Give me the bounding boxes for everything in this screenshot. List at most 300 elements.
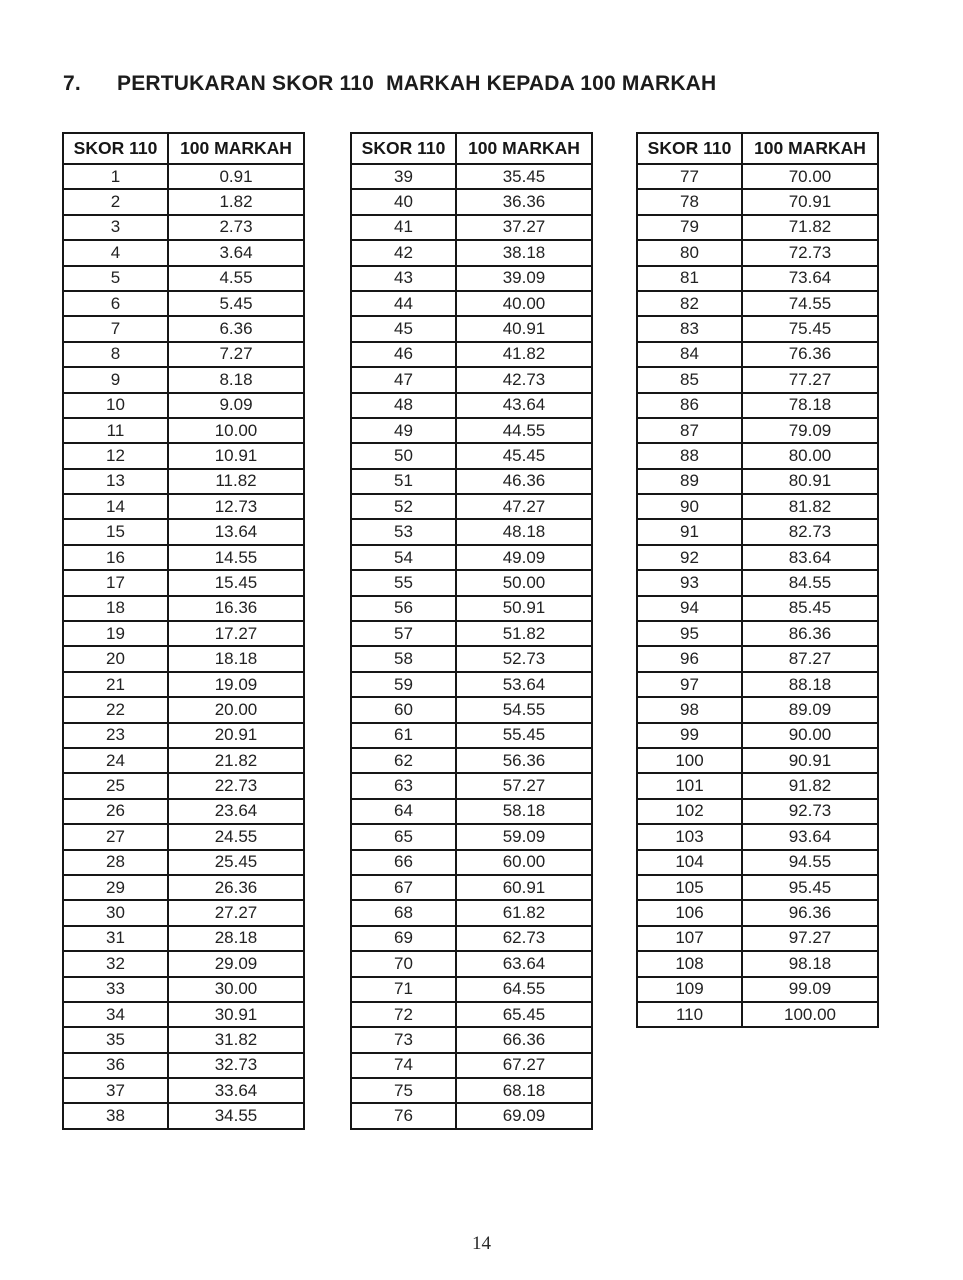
table-row xyxy=(351,469,592,494)
skor-110-cell: 102 xyxy=(637,799,742,824)
skor-110-cell: 71 xyxy=(351,977,456,1002)
table-row xyxy=(63,469,304,494)
table-row xyxy=(637,951,878,976)
skor-110-cell: 66 xyxy=(351,850,456,875)
table-row xyxy=(63,291,304,316)
skor-110-cell: 77 xyxy=(637,164,742,189)
markah-100-cell: 95.45 xyxy=(742,875,878,900)
markah-100-cell: 35.45 xyxy=(456,164,592,189)
column-header-100-markah: 100 MARKAH xyxy=(456,133,592,164)
skor-110-cell: 101 xyxy=(637,773,742,798)
table-row xyxy=(63,646,304,671)
skor-110-cell: 30 xyxy=(63,900,168,925)
skor-110-cell: 48 xyxy=(351,393,456,418)
markah-100-cell: 11.82 xyxy=(168,469,304,494)
markah-100-cell: 100.00 xyxy=(742,1002,878,1027)
markah-100-cell: 22.73 xyxy=(168,773,304,798)
skor-110-cell: 106 xyxy=(637,900,742,925)
table-row xyxy=(351,189,592,214)
table-row xyxy=(63,519,304,544)
markah-100-cell: 47.27 xyxy=(456,494,592,519)
table-row xyxy=(351,824,592,849)
table-row xyxy=(63,900,304,925)
table-row xyxy=(351,1002,592,1027)
markah-100-cell: 57.27 xyxy=(456,773,592,798)
table-row xyxy=(637,672,878,697)
page-number: 14 xyxy=(472,1233,491,1254)
page-title: PERTUKARAN SKOR 110 MARKAH KEPADA 100 MARKAH xyxy=(117,72,717,95)
skor-110-cell: 10 xyxy=(63,393,168,418)
section-number: 7. xyxy=(63,72,81,95)
skor-110-cell: 100 xyxy=(637,748,742,773)
skor-110-cell: 50 xyxy=(351,443,456,468)
table-row xyxy=(351,316,592,341)
markah-100-cell: 70.91 xyxy=(742,189,878,214)
table-row xyxy=(351,570,592,595)
table-row xyxy=(351,900,592,925)
skor-110-cell: 73 xyxy=(351,1027,456,1052)
markah-100-cell: 40.91 xyxy=(456,316,592,341)
table-row xyxy=(637,850,878,875)
table-row xyxy=(63,215,304,240)
table-row xyxy=(637,240,878,265)
markah-100-cell: 80.00 xyxy=(742,443,878,468)
skor-110-cell: 25 xyxy=(63,773,168,798)
table-row xyxy=(637,570,878,595)
skor-110-cell: 26 xyxy=(63,799,168,824)
table-row xyxy=(351,367,592,392)
markah-100-cell: 69.09 xyxy=(456,1103,592,1128)
skor-110-cell: 1 xyxy=(63,164,168,189)
table-row xyxy=(637,316,878,341)
skor-110-cell: 13 xyxy=(63,469,168,494)
markah-100-cell: 73.64 xyxy=(742,266,878,291)
skor-110-cell: 88 xyxy=(637,443,742,468)
markah-100-cell: 72.73 xyxy=(742,240,878,265)
table-row xyxy=(63,951,304,976)
markah-100-cell: 44.55 xyxy=(456,418,592,443)
column-header-100-markah: 100 MARKAH xyxy=(168,133,304,164)
markah-100-cell: 60.00 xyxy=(456,850,592,875)
table-row xyxy=(637,723,878,748)
markah-100-cell: 90.91 xyxy=(742,748,878,773)
table-row xyxy=(63,1002,304,1027)
markah-100-cell: 12.73 xyxy=(168,494,304,519)
markah-100-cell: 83.64 xyxy=(742,545,878,570)
table-row xyxy=(637,291,878,316)
table-row xyxy=(637,977,878,1002)
table-row xyxy=(351,1078,592,1103)
skor-110-cell: 6 xyxy=(63,291,168,316)
markah-100-cell: 48.18 xyxy=(456,519,592,544)
table-row xyxy=(351,215,592,240)
column-header-skor-110: SKOR 110 xyxy=(637,133,742,164)
table-row xyxy=(351,951,592,976)
table-row xyxy=(637,773,878,798)
skor-110-cell: 64 xyxy=(351,799,456,824)
markah-100-cell: 4.55 xyxy=(168,266,304,291)
table-row xyxy=(351,875,592,900)
markah-100-cell: 23.64 xyxy=(168,799,304,824)
skor-110-cell: 86 xyxy=(637,393,742,418)
markah-100-cell: 25.45 xyxy=(168,850,304,875)
skor-110-cell: 38 xyxy=(63,1103,168,1128)
table-row xyxy=(351,799,592,824)
table-row xyxy=(351,240,592,265)
skor-110-cell: 40 xyxy=(351,189,456,214)
markah-100-cell: 10.91 xyxy=(168,443,304,468)
markah-100-cell: 70.00 xyxy=(742,164,878,189)
markah-100-cell: 94.55 xyxy=(742,850,878,875)
markah-100-cell: 40.00 xyxy=(456,291,592,316)
table-row xyxy=(63,748,304,773)
skor-110-cell: 29 xyxy=(63,875,168,900)
markah-100-cell: 65.45 xyxy=(456,1002,592,1027)
column-header-skor-110: SKOR 110 xyxy=(351,133,456,164)
markah-100-cell: 16.36 xyxy=(168,596,304,621)
markah-100-cell: 32.73 xyxy=(168,1053,304,1078)
skor-110-cell: 61 xyxy=(351,723,456,748)
skor-110-cell: 94 xyxy=(637,596,742,621)
markah-100-cell: 49.09 xyxy=(456,545,592,570)
table-row xyxy=(637,926,878,951)
markah-100-cell: 10.00 xyxy=(168,418,304,443)
skor-110-cell: 68 xyxy=(351,900,456,925)
skor-110-cell: 2 xyxy=(63,189,168,214)
markah-100-cell: 51.82 xyxy=(456,621,592,646)
skor-110-cell: 23 xyxy=(63,723,168,748)
skor-110-cell: 104 xyxy=(637,850,742,875)
skor-110-cell: 16 xyxy=(63,545,168,570)
markah-100-cell: 36.36 xyxy=(456,189,592,214)
table-row xyxy=(63,621,304,646)
table-row xyxy=(637,824,878,849)
markah-100-cell: 85.45 xyxy=(742,596,878,621)
skor-110-cell: 95 xyxy=(637,621,742,646)
markah-100-cell: 68.18 xyxy=(456,1078,592,1103)
section-heading xyxy=(63,72,716,96)
skor-110-cell: 21 xyxy=(63,672,168,697)
skor-110-cell: 8 xyxy=(63,342,168,367)
markah-100-cell: 84.55 xyxy=(742,570,878,595)
table-row xyxy=(351,850,592,875)
table-row xyxy=(63,926,304,951)
skor-110-cell: 24 xyxy=(63,748,168,773)
table-row xyxy=(637,393,878,418)
table-row xyxy=(351,1103,592,1128)
table-row xyxy=(351,1027,592,1052)
skor-110-cell: 49 xyxy=(351,418,456,443)
markah-100-cell: 30.91 xyxy=(168,1002,304,1027)
markah-100-cell: 45.45 xyxy=(456,443,592,468)
table-row xyxy=(351,697,592,722)
table-row xyxy=(351,494,592,519)
table-row xyxy=(637,799,878,824)
skor-110-cell: 54 xyxy=(351,545,456,570)
table-row xyxy=(63,494,304,519)
markah-100-cell: 52.73 xyxy=(456,646,592,671)
skor-110-cell: 43 xyxy=(351,266,456,291)
skor-110-cell: 31 xyxy=(63,926,168,951)
markah-100-cell: 80.91 xyxy=(742,469,878,494)
table-row xyxy=(351,418,592,443)
table-row xyxy=(63,164,304,189)
skor-110-cell: 60 xyxy=(351,697,456,722)
table-row xyxy=(351,342,592,367)
table-row xyxy=(637,900,878,925)
table-row xyxy=(63,875,304,900)
skor-110-cell: 84 xyxy=(637,342,742,367)
markah-100-cell: 1.82 xyxy=(168,189,304,214)
markah-100-cell: 24.55 xyxy=(168,824,304,849)
skor-110-cell: 108 xyxy=(637,951,742,976)
table-row xyxy=(63,393,304,418)
skor-110-cell: 103 xyxy=(637,824,742,849)
skor-110-cell: 17 xyxy=(63,570,168,595)
column-header-100-markah: 100 MARKAH xyxy=(742,133,878,164)
skor-110-cell: 91 xyxy=(637,519,742,544)
skor-110-cell: 85 xyxy=(637,367,742,392)
table-row xyxy=(63,596,304,621)
table-row xyxy=(63,189,304,214)
table-row xyxy=(637,621,878,646)
skor-110-cell: 4 xyxy=(63,240,168,265)
skor-110-cell: 78 xyxy=(637,189,742,214)
skor-110-cell: 59 xyxy=(351,672,456,697)
skor-110-cell: 53 xyxy=(351,519,456,544)
skor-110-cell: 7 xyxy=(63,316,168,341)
table-row xyxy=(351,646,592,671)
table-row xyxy=(63,342,304,367)
table-row xyxy=(637,646,878,671)
skor-110-cell: 28 xyxy=(63,850,168,875)
markah-100-cell: 98.18 xyxy=(742,951,878,976)
skor-110-cell: 5 xyxy=(63,266,168,291)
skor-110-cell: 63 xyxy=(351,773,456,798)
table-row xyxy=(351,672,592,697)
skor-110-cell: 109 xyxy=(637,977,742,1002)
markah-100-cell: 78.18 xyxy=(742,393,878,418)
markah-100-cell: 99.09 xyxy=(742,977,878,1002)
markah-100-cell: 96.36 xyxy=(742,900,878,925)
skor-110-cell: 55 xyxy=(351,570,456,595)
markah-100-cell: 58.18 xyxy=(456,799,592,824)
skor-110-cell: 19 xyxy=(63,621,168,646)
table-row xyxy=(637,748,878,773)
markah-100-cell: 87.27 xyxy=(742,646,878,671)
table-row xyxy=(351,596,592,621)
skor-110-cell: 67 xyxy=(351,875,456,900)
skor-110-cell: 14 xyxy=(63,494,168,519)
header-row xyxy=(351,133,592,164)
skor-110-cell: 83 xyxy=(637,316,742,341)
table-row xyxy=(63,570,304,595)
table-row xyxy=(637,266,878,291)
skor-110-cell: 36 xyxy=(63,1053,168,1078)
markah-100-cell: 77.27 xyxy=(742,367,878,392)
table-row xyxy=(637,469,878,494)
table-row xyxy=(351,443,592,468)
markah-100-cell: 88.18 xyxy=(742,672,878,697)
skor-110-cell: 98 xyxy=(637,697,742,722)
table-row xyxy=(63,850,304,875)
table-row xyxy=(637,1002,878,1027)
markah-100-cell: 39.09 xyxy=(456,266,592,291)
markah-100-cell: 26.36 xyxy=(168,875,304,900)
skor-110-cell: 92 xyxy=(637,545,742,570)
skor-110-cell: 41 xyxy=(351,215,456,240)
markah-100-cell: 30.00 xyxy=(168,977,304,1002)
table-row xyxy=(63,977,304,1002)
markah-100-cell: 8.18 xyxy=(168,367,304,392)
markah-100-cell: 34.55 xyxy=(168,1103,304,1128)
skor-110-cell: 74 xyxy=(351,1053,456,1078)
skor-110-cell: 32 xyxy=(63,951,168,976)
markah-100-cell: 17.27 xyxy=(168,621,304,646)
table-row xyxy=(63,1078,304,1103)
markah-100-cell: 59.09 xyxy=(456,824,592,849)
markah-100-cell: 63.64 xyxy=(456,951,592,976)
table-row xyxy=(351,773,592,798)
markah-100-cell: 43.64 xyxy=(456,393,592,418)
skor-110-cell: 3 xyxy=(63,215,168,240)
table-row xyxy=(351,291,592,316)
markah-100-cell: 50.91 xyxy=(456,596,592,621)
table-row xyxy=(63,723,304,748)
skor-110-cell: 20 xyxy=(63,646,168,671)
table-row xyxy=(351,519,592,544)
table-row xyxy=(637,164,878,189)
table-row xyxy=(351,1053,592,1078)
table-row xyxy=(351,748,592,773)
skor-110-cell: 46 xyxy=(351,342,456,367)
skor-110-cell: 107 xyxy=(637,926,742,951)
markah-100-cell: 14.55 xyxy=(168,545,304,570)
table-row xyxy=(637,215,878,240)
markah-100-cell: 53.64 xyxy=(456,672,592,697)
table-row xyxy=(63,367,304,392)
markah-100-cell: 28.18 xyxy=(168,926,304,951)
markah-100-cell: 66.36 xyxy=(456,1027,592,1052)
skor-110-cell: 81 xyxy=(637,266,742,291)
markah-100-cell: 20.00 xyxy=(168,697,304,722)
markah-100-cell: 33.64 xyxy=(168,1078,304,1103)
markah-100-cell: 19.09 xyxy=(168,672,304,697)
skor-110-cell: 62 xyxy=(351,748,456,773)
table-row xyxy=(351,393,592,418)
table-row xyxy=(63,545,304,570)
table-row xyxy=(63,672,304,697)
skor-110-cell: 35 xyxy=(63,1027,168,1052)
markah-100-cell: 64.55 xyxy=(456,977,592,1002)
skor-110-cell: 39 xyxy=(351,164,456,189)
table-row xyxy=(637,367,878,392)
markah-100-cell: 15.45 xyxy=(168,570,304,595)
markah-100-cell: 9.09 xyxy=(168,393,304,418)
conversion-table-3 xyxy=(636,132,879,1028)
skor-110-cell: 99 xyxy=(637,723,742,748)
markah-100-cell: 55.45 xyxy=(456,723,592,748)
skor-110-cell: 37 xyxy=(63,1078,168,1103)
table-row xyxy=(637,519,878,544)
markah-100-cell: 29.09 xyxy=(168,951,304,976)
markah-100-cell: 18.18 xyxy=(168,646,304,671)
skor-110-cell: 42 xyxy=(351,240,456,265)
conversion-table-1 xyxy=(62,132,305,1130)
skor-110-cell: 44 xyxy=(351,291,456,316)
markah-100-cell: 56.36 xyxy=(456,748,592,773)
markah-100-cell: 3.64 xyxy=(168,240,304,265)
markah-100-cell: 20.91 xyxy=(168,723,304,748)
markah-100-cell: 38.18 xyxy=(456,240,592,265)
table-row xyxy=(63,316,304,341)
table-row xyxy=(351,164,592,189)
table-row xyxy=(637,697,878,722)
table-row xyxy=(637,875,878,900)
skor-110-cell: 93 xyxy=(637,570,742,595)
table-row xyxy=(637,443,878,468)
table-row xyxy=(63,1027,304,1052)
skor-110-cell: 97 xyxy=(637,672,742,697)
table-row xyxy=(351,723,592,748)
table-row xyxy=(63,1053,304,1078)
markah-100-cell: 21.82 xyxy=(168,748,304,773)
markah-100-cell: 50.00 xyxy=(456,570,592,595)
table-row xyxy=(63,799,304,824)
skor-110-cell: 15 xyxy=(63,519,168,544)
skor-110-cell: 69 xyxy=(351,926,456,951)
markah-100-cell: 92.73 xyxy=(742,799,878,824)
skor-110-cell: 80 xyxy=(637,240,742,265)
markah-100-cell: 7.27 xyxy=(168,342,304,367)
table-row xyxy=(63,824,304,849)
markah-100-cell: 37.27 xyxy=(456,215,592,240)
skor-110-cell: 9 xyxy=(63,367,168,392)
markah-100-cell: 13.64 xyxy=(168,519,304,544)
markah-100-cell: 79.09 xyxy=(742,418,878,443)
skor-110-cell: 105 xyxy=(637,875,742,900)
markah-100-cell: 6.36 xyxy=(168,316,304,341)
markah-100-cell: 97.27 xyxy=(742,926,878,951)
table-row xyxy=(63,240,304,265)
markah-100-cell: 91.82 xyxy=(742,773,878,798)
skor-110-cell: 65 xyxy=(351,824,456,849)
skor-110-cell: 96 xyxy=(637,646,742,671)
skor-110-cell: 87 xyxy=(637,418,742,443)
markah-100-cell: 61.82 xyxy=(456,900,592,925)
markah-100-cell: 0.91 xyxy=(168,164,304,189)
table-row xyxy=(637,494,878,519)
markah-100-cell: 86.36 xyxy=(742,621,878,646)
column-header-skor-110: SKOR 110 xyxy=(63,133,168,164)
markah-100-cell: 90.00 xyxy=(742,723,878,748)
skor-110-cell: 18 xyxy=(63,596,168,621)
conversion-table-2 xyxy=(350,132,593,1130)
markah-100-cell: 46.36 xyxy=(456,469,592,494)
table-row xyxy=(63,443,304,468)
table-row xyxy=(63,1103,304,1128)
table-row xyxy=(637,418,878,443)
table-row xyxy=(351,926,592,951)
skor-110-cell: 12 xyxy=(63,443,168,468)
markah-100-cell: 5.45 xyxy=(168,291,304,316)
skor-110-cell: 34 xyxy=(63,1002,168,1027)
markah-100-cell: 76.36 xyxy=(742,342,878,367)
skor-110-cell: 27 xyxy=(63,824,168,849)
markah-100-cell: 62.73 xyxy=(456,926,592,951)
skor-110-cell: 52 xyxy=(351,494,456,519)
skor-110-cell: 75 xyxy=(351,1078,456,1103)
